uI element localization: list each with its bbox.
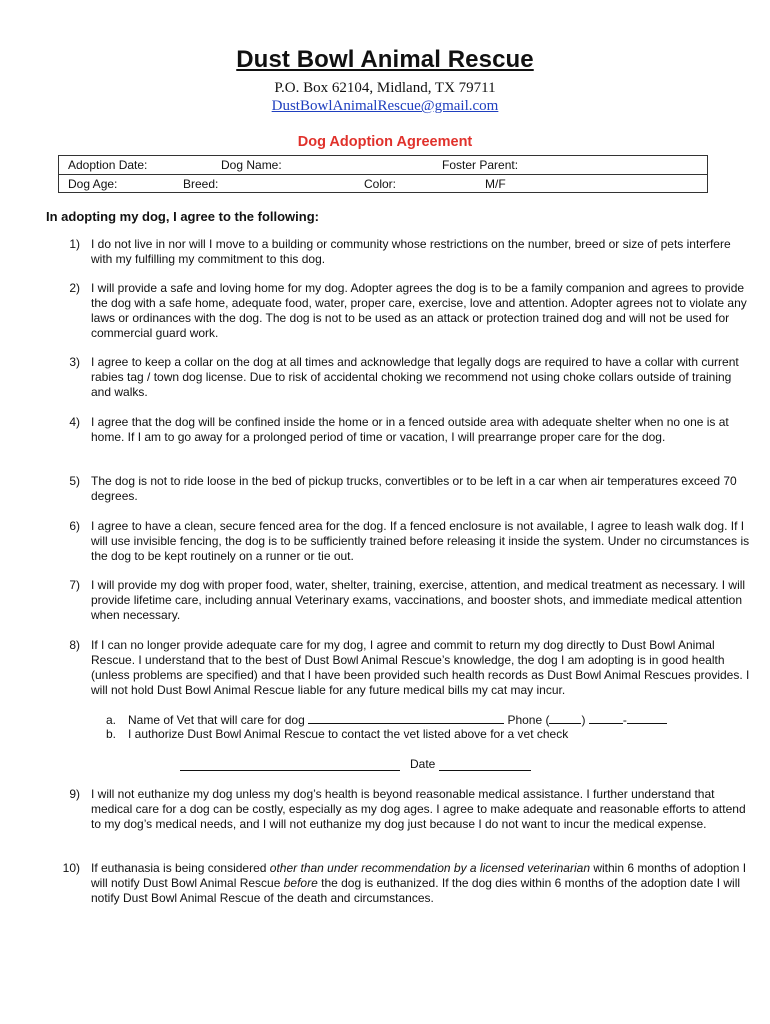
item-number: 6) [69, 519, 80, 533]
item-text: If I can no longer provide adequate care for my dog, I agree and commit to return my dog directly to Dust Bowl Animal Rescue. I understand that to the best of Dust Bowl Animal Rescue’s knowledge, the dog I am adopting is in good health (unless problems are specified) and that I have been provided such health records as Dust Bowl Animal Rescues provides. I will not hold Dust Bowl Animal Rescue liable for any future medical bills my cat may incur. [91, 638, 750, 697]
date-label: Date [410, 757, 436, 771]
item-text: I agree to keep a collar on the dog at all times and acknowledge that legally dogs are required to have a collar with current rabies tag / town dog license. Due to risk of accidental choking we recommend not using choke collars outside of training and walks. [91, 355, 739, 399]
breed-field[interactable]: Breed: [183, 177, 219, 191]
vet-phone-paren: ) [581, 713, 586, 727]
item-text: The dog is not to ride loose in the bed of pickup trucks, convertibles or to be left in a car when air temperatures exceed 70 degrees. [91, 474, 737, 503]
item-number: 2) [69, 281, 80, 295]
item-number: 3) [69, 355, 80, 369]
info-box-divider [59, 174, 707, 175]
color-field[interactable]: Color: [364, 177, 397, 191]
item10-part5: the dog is euthanized. If the dog dies within 6 months of the adoption date I will notify Dust Bowl Animal Rescue of the death and circumstances. [91, 876, 741, 905]
item10-part3: within 6 months of adoption I will notify Dust Bowl Animal Rescue [91, 861, 747, 890]
adoption-info-box [58, 155, 708, 193]
vet-phone-line-input[interactable] [627, 712, 667, 724]
item-number: 8) [69, 638, 80, 652]
sex-field[interactable]: M/F [485, 177, 506, 191]
vet-name-label: Name of Vet that will care for dog [128, 713, 305, 727]
vet-phone-prefix-input[interactable] [589, 712, 623, 724]
item-number: 10) [62, 861, 80, 875]
item-number: 4) [69, 415, 80, 429]
item-number: 9) [69, 787, 80, 801]
item10-emphasis-vet: other than under recommendation by a licensed veterinarian [269, 861, 590, 875]
item-text: I do not live in nor will I move to a building or community whose restrictions on the number, breed or size of pets interfere with my fulfilling my commitment to this dog. [91, 237, 731, 266]
item-text: I agree to have a clean, secure fenced area for the dog. If a fenced enclosure is not available, I agree to leash walk dog. If I will use invisible fencing, the dog is to be sufficiently trained before releasing it inside the system. Under no circumstances is the dog to be kept routinely on a runner or tie out. [91, 519, 750, 563]
item-text: I will provide a safe and loving home for my dog. Adopter agrees the dog is to be a family companion and agrees to provide the dog with a safe home, adequate food, water, proper care, exercise, love and attention. Adopter agrees not to violate any laws or ordinances with the dog. The dog is not to be used as an attack or protection trained dog and will not be used for commercial guard work. [91, 281, 747, 340]
item-text: I agree that the dog will be confined inside the home or in a fenced outside area with adequate shelter when no one is at home. If I am to go away for a prolonged period of time or vacation, I will prearrange proper care for the dog. [91, 415, 729, 444]
item-number: 1) [69, 237, 80, 251]
org-address: P.O. Box 62104, Midland, TX 79711 [274, 80, 496, 96]
vet-name-line [106, 712, 667, 728]
org-title: Dust Bowl Animal Rescue [236, 46, 534, 73]
item-number: 5) [69, 474, 80, 488]
vet-phone-label: Phone ( [507, 713, 550, 727]
vet-phone-area-input[interactable] [549, 712, 581, 724]
item-text: I will not euthanize my dog unless my dog’s health is beyond reasonable medical assistance. I further understand that medical care for a dog can be costly, especially as my dog ages. I agree to make adequate and reasonable efforts to attend to my dog’s medical needs, and I will not euthanize my dog just because I do not want to incur the medical expense. [91, 787, 746, 831]
item-number: 7) [69, 578, 80, 592]
sub-item-letter: b. [106, 727, 117, 741]
foster-parent-field[interactable]: Foster Parent: [442, 158, 519, 172]
dog-name-field[interactable]: Dog Name: [221, 158, 282, 172]
dog-age-field[interactable]: Dog Age: [68, 177, 118, 191]
item-text: I will provide my dog with proper food, water, shelter, training, exercise, attention, and medical treatment as necessary. I will provide lifetime care, including annual Veterinary exams, vaccinations, and booster shots, and immediate medical attention when necessary. [91, 578, 746, 622]
vet-authorization-text: I authorize Dust Bowl Animal Rescue to contact the vet listed above for a vet check [128, 727, 569, 741]
agreement-intro: In adopting my dog, I agree to the following: [46, 209, 319, 224]
item10-part1: If euthanasia is being considered [91, 861, 270, 875]
sub-item-letter: a. [106, 713, 117, 727]
adoption-date-field[interactable]: Adoption Date: [68, 158, 148, 172]
vet-phone-dash: - [622, 713, 627, 727]
signature-input[interactable] [180, 758, 400, 771]
item-text [91, 861, 751, 906]
vet-name-input[interactable] [308, 712, 504, 724]
form-title: Dog Adoption Agreement [297, 134, 473, 150]
item10-emphasis-before: before [283, 876, 318, 890]
date-input[interactable] [439, 758, 531, 771]
vet-authorization-line [106, 727, 568, 742]
signature-line [180, 757, 531, 771]
org-email-link[interactable]: DustBowlAnimalRescue@gmail.com [271, 98, 499, 114]
